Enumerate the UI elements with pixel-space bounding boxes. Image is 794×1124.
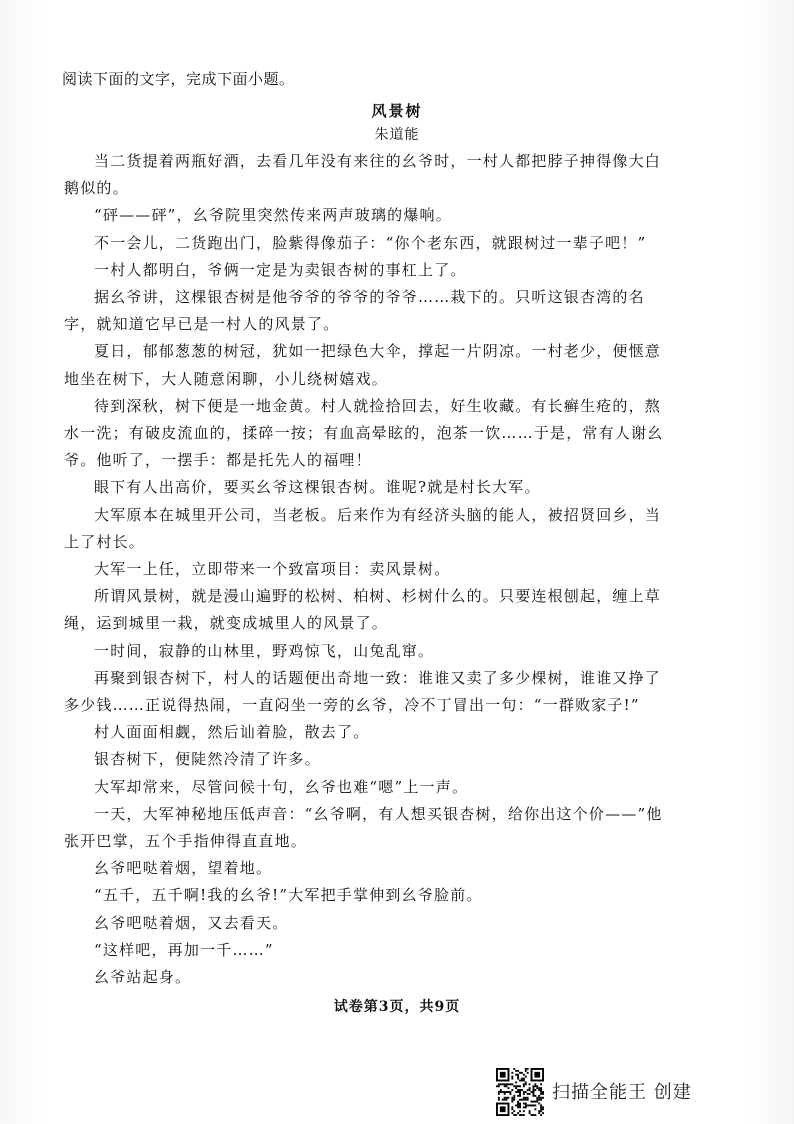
article-paragraph: 幺爷吧哒着烟，望着地。 <box>94 859 273 878</box>
article-paragraph: 一村人都明白，爷俩一定是为卖银杏树的事杠上了。 <box>94 260 467 279</box>
article-paragraph: 据幺爷讲，这棵银杏树是他爷爷的爷爷的爷爷……栽下的。只听这银杏湾的名字，就知道它早已是一村人的风景了。 <box>64 288 645 334</box>
article-paragraph: 大军一上任，立即带来一个致富项目：卖风景树。 <box>94 560 451 579</box>
article-paragraph: 大军却常来，尽管问候十句，幺爷也难“嗯”上一声。 <box>94 777 469 796</box>
article-paragraph: 不一会儿，二货跑出门，脸紫得像茄子：“你个老东西，就跟树过一辈子吧！” <box>94 233 647 252</box>
article-paragraph: 幺爷吧哒着烟，又去看天。 <box>94 913 289 932</box>
article-paragraph: “这样吧，再加一千……” <box>94 940 274 959</box>
article-author: 朱道能 <box>374 127 420 143</box>
article-paragraph: “砰——砰”，幺爷院里突然传来两声玻璃的爆响。 <box>94 206 452 225</box>
page-footer: 试卷第3页，共9页 <box>333 999 461 1015</box>
article-paragraph: 村人面面相觑，然后讪着脸，散去了。 <box>94 723 370 742</box>
article-body <box>64 148 664 991</box>
article-title: 风景树 <box>371 102 423 120</box>
article-paragraph: “五千，五千啊!我的幺爷!”大军把手掌伸到幺爷脸前。 <box>94 886 483 905</box>
qr-code-icon <box>496 1068 544 1116</box>
article-paragraph: 当二货提着两瓶好酒，去看几年没有来往的幺爷时，一村人都把脖子抻得像大白鹅似的。 <box>64 152 662 198</box>
article-paragraph: 再聚到银杏树下，村人的话题便出奇地一致：谁谁又卖了多少棵树，谁谁又挣了多少钱……正说得热闹，一直闷坐一旁的幺爷，冷不丁冒出一句：“一群败家子!” <box>64 668 662 715</box>
article-paragraph: 一时间，寂静的山林里，野鸡惊飞，山兔乱窜。 <box>94 641 435 660</box>
article-paragraph: 夏日，郁郁葱葱的树冠，犹如一把绿色大伞，撑起一片阴凉。一村老少，便惬意地坐在树下，大人随意闲聊，小儿绕树嬉戏。 <box>64 342 662 388</box>
article-paragraph: 所谓风景树，就是漫山遍野的松树、柏树、杉树什么的。只要连根刨起，缠上草绳，运到城里一栽，就变成城里人的风景了。 <box>64 587 662 633</box>
reading-instruction: 阅读下面的文字，完成下面小题。 <box>62 70 295 88</box>
article-paragraph: 大军原本在城里开公司，当老板。后来作为有经济头脑的能人，被招贤回乡，当上了村长。 <box>64 505 662 551</box>
article-paragraph: 待到深秋，树下便是一地金黄。村人就捡拾回去，好生收藏。有长癣生疮的，熬水一洗；有破皮流血的，揉碎一按；有血高晕眩的，泡茶一饮……于是，常有人谢幺爷。他听了，一摆手：都是托先人的福哩！ <box>64 396 664 470</box>
article-paragraph: 幺爷站起身。 <box>94 968 192 987</box>
article-paragraph: 一天，大军神秘地压低声音：“幺爷啊，有人想买银杏树，给你出这个价——”他张开巴掌，五个手指伸得直直地。 <box>64 804 663 851</box>
article-paragraph: 银杏树下，便陡然冷清了许多。 <box>94 750 321 769</box>
article-paragraph: 眼下有人出高价，要买幺爷这棵银杏树。谁呢?就是村长大军。 <box>94 478 541 497</box>
scanner-watermark: 扫描全能王 创建 <box>552 1082 692 1103</box>
